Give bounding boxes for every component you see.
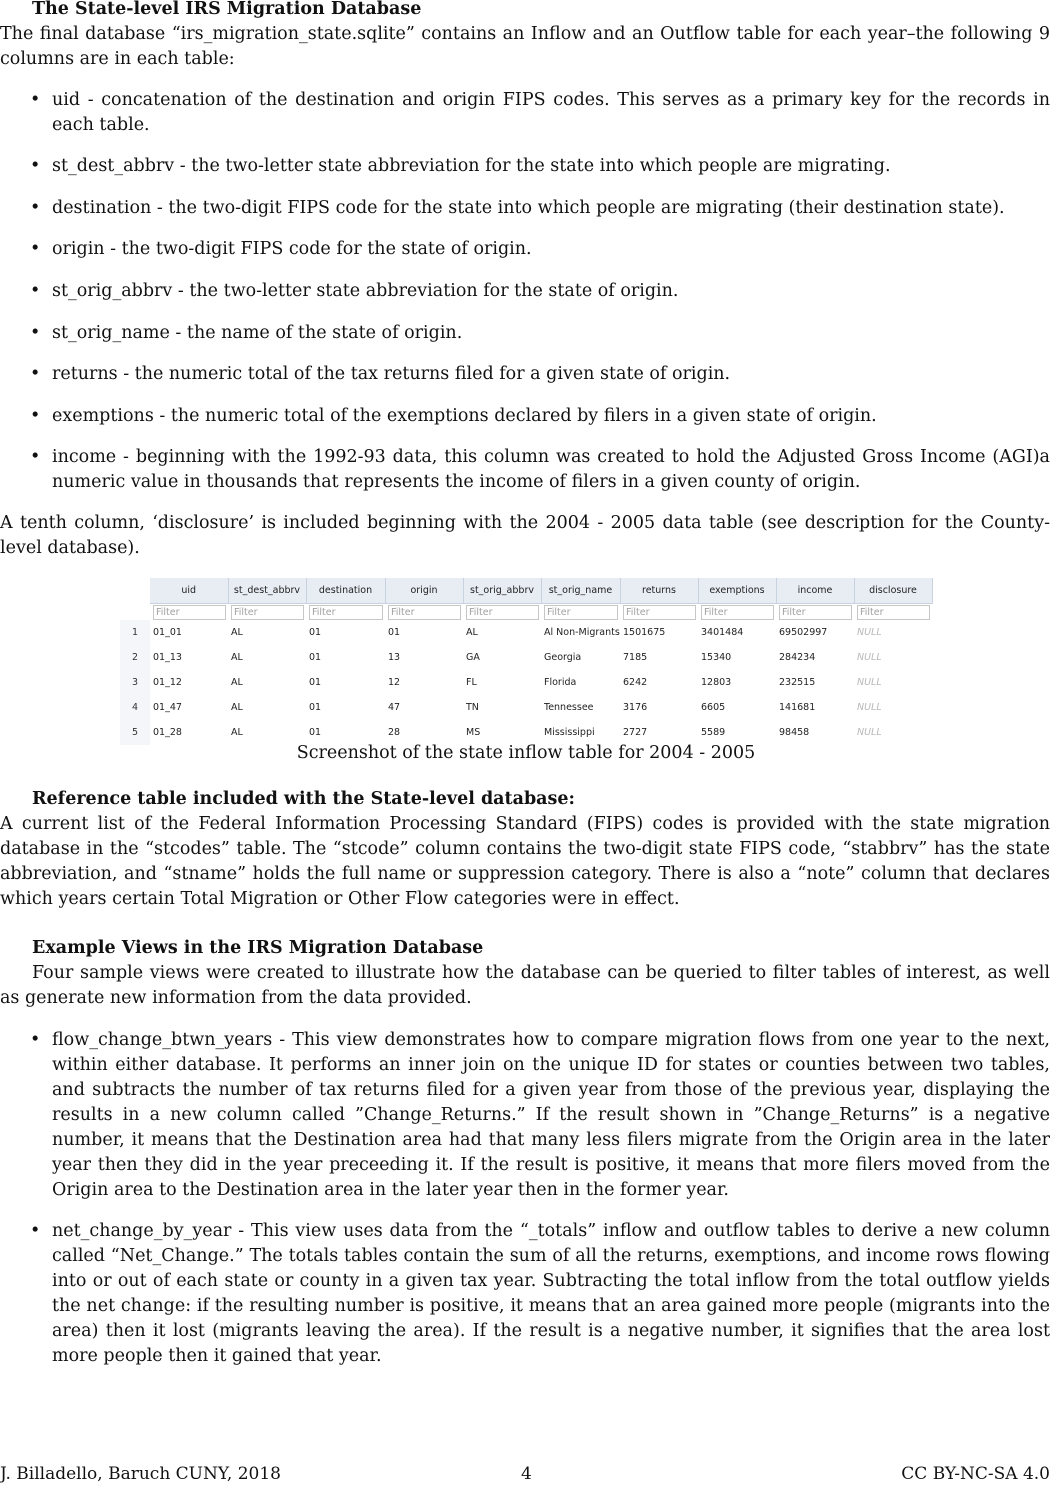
filter-corner (120, 604, 150, 621)
filter-cell (463, 604, 541, 621)
filter-cell (150, 604, 228, 621)
footer-author: J. Billadello, Baruch CUNY, 2018 (0, 1464, 281, 1484)
table-cell-null[interactable]: NULL (857, 652, 882, 663)
bullet-icon: • (30, 156, 41, 176)
table-cell[interactable]: FL (466, 677, 477, 688)
filter-cell (306, 604, 385, 621)
column-header[interactable]: origin (385, 578, 463, 604)
filter-input[interactable]: Filter (153, 605, 226, 620)
filter-cell (698, 604, 776, 621)
list-item: • income - beginning with the 1992-93 data, this column was created to hold the Adjusted Gross Income (AGI)a numeric value in thousands that represents the income of filers in a given county of origin. (30, 447, 1050, 492)
filter-input[interactable]: Filter (779, 605, 852, 620)
table-cell[interactable]: 01 (309, 652, 322, 663)
table-cell[interactable]: 5589 (701, 727, 726, 738)
column-header[interactable]: uid (150, 578, 228, 604)
table-cell[interactable]: 98458 (779, 727, 810, 738)
data-table (120, 578, 933, 745)
bullet-icon: • (30, 239, 41, 259)
bullet-icon: • (30, 90, 41, 110)
table-cell[interactable]: 7185 (623, 652, 648, 663)
table-cell[interactable]: 6242 (623, 677, 648, 688)
table-cell-null[interactable]: NULL (857, 627, 882, 638)
list-item: • st_orig_abbrv - the two-letter state abbreviation for the state of origin. (52, 279, 1050, 304)
table-cell-null[interactable]: NULL (857, 677, 882, 688)
filter-cell (385, 604, 463, 621)
table-cell[interactable]: 01 (309, 627, 322, 638)
list-item: • st_dest_abbrv - the two-letter state abbreviation for the state into which people are migrating. (52, 154, 1050, 179)
list-item: • exemptions - the numeric total of the exemptions declared by filers in a given state of origin. (52, 404, 1050, 429)
table-cell[interactable]: Florida (544, 677, 577, 688)
bullet-icon: • (30, 1030, 41, 1050)
column-header[interactable]: exemptions (698, 578, 776, 604)
table-cell[interactable]: 12 (388, 677, 401, 688)
table-cell[interactable]: 01 (309, 727, 322, 738)
table-cell[interactable]: 01_01 (153, 627, 182, 638)
filter-input[interactable]: Filter (388, 605, 461, 620)
filter-cell (854, 604, 932, 621)
table-cell[interactable]: AL (231, 627, 243, 638)
column-header[interactable]: st_dest_abbrv (228, 578, 306, 604)
table-cell[interactable]: 15340 (701, 652, 732, 663)
filter-input[interactable]: Filter (857, 605, 930, 620)
bullet-icon: • (30, 1221, 41, 1241)
list-item: • returns - the numeric total of the tax returns filed for a given state of origin. (52, 362, 1050, 387)
table-cell[interactable]: AL (231, 727, 243, 738)
filter-cell (541, 604, 620, 621)
views-intro-paragraph: Four sample views were created to illustrate how the database can be queried to filter tables of interest, as well as generate new information from the data provided. (0, 963, 1050, 1008)
column-header[interactable]: disclosure (854, 578, 932, 604)
list-item: • net_change_by_year - This view uses data from the “_totals” inflow and outflow tables to derive a new column called “Net_Change.” The totals tables contain the sum of all the returns, exemptions, and income rows flowing into or out of each state or county in a given tax year. Subtracting the total inflow from the total outflow yields the net change: if the resulting number is positive, it means that an area gained more people (migrants into the area) then it lost (migrants leaving the area). If the result is a negative number, it signifies that the area lost more people then it gained that year. (30, 1221, 1050, 1366)
table-cell[interactable]: Al Non-Migrants (544, 627, 620, 638)
table-cell[interactable]: 12803 (701, 677, 732, 688)
table-cell[interactable]: 3401484 (701, 627, 744, 638)
column-header[interactable]: returns (620, 578, 698, 604)
table-cell[interactable]: 6605 (701, 702, 726, 713)
table-cell[interactable]: Georgia (544, 652, 582, 663)
list-item: • origin - the two-digit FIPS code for the state of origin. (52, 237, 1050, 262)
tenth-column-paragraph: A tenth column, ‘disclosure’ is included beginning with the 2004 - 2005 data table (see description for the County-level database). (0, 513, 1050, 558)
row-number: 2 (120, 645, 150, 670)
list-item: • flow_change_btwn_years - This view demonstrates how to compare migration flows from one year to the next, within either database. It performs an inner join on the unique ID for states or counties between two tables, and subtracts the number of tax returns filed for a given year from those of the previous year, displaying the results in a new column called ”Change_Returns.” If the result shown in ”Change_Returns” is a negative number, it means that the Destination area had that many less filers migrate from the Origin area in the later year then they did in the year preceeding it. If the result is positive, it means that more filers moved from the Origin area to the Destination area in the later year then in the former year. (30, 1030, 1050, 1200)
bullet-icon: • (30, 447, 41, 467)
column-header[interactable]: st_orig_name (541, 578, 620, 604)
bullet-icon: • (30, 406, 41, 426)
table-cell[interactable]: 01 (388, 627, 401, 638)
row-number: 4 (120, 695, 150, 720)
row-number: 3 (120, 670, 150, 695)
filter-row (120, 604, 932, 621)
filter-input[interactable]: Filter (309, 605, 383, 620)
table-cell[interactable]: MS (466, 727, 481, 738)
table-row[interactable] (120, 620, 932, 645)
corner-cell (120, 578, 150, 604)
table-cell-null[interactable]: NULL (857, 702, 882, 713)
bullet-icon: • (30, 281, 41, 301)
table-row[interactable] (120, 645, 932, 670)
section-heading-state-db: The State-level IRS Migration Database (32, 0, 422, 19)
table-cell[interactable]: 47 (388, 702, 401, 713)
filter-cell (228, 604, 306, 621)
section-heading-reference-table: Reference table included with the State-level database: (32, 789, 575, 809)
figure-caption: Screenshot of the state inflow table for 2004 - 2005 (296, 743, 756, 763)
column-header[interactable]: destination (306, 578, 385, 604)
table-cell[interactable]: 01 (309, 702, 322, 713)
table-cell[interactable]: Tennessee (544, 702, 594, 713)
column-header[interactable]: st_orig_abbrv (463, 578, 541, 604)
table-screenshot (120, 578, 932, 738)
bullet-icon: • (30, 323, 41, 343)
table-cell[interactable]: 01_12 (153, 677, 182, 688)
table-cell[interactable]: AL (466, 627, 478, 638)
table-cell[interactable]: 01_28 (153, 727, 182, 738)
table-cell[interactable]: TN (466, 702, 479, 713)
table-cell[interactable]: 141681 (779, 702, 816, 713)
table-cell[interactable]: 13 (388, 652, 401, 663)
table-cell-null[interactable]: NULL (857, 727, 882, 738)
table-cell[interactable]: 69502997 (779, 627, 828, 638)
table-row[interactable] (120, 695, 932, 720)
table-cell[interactable]: AL (231, 677, 243, 688)
table-cell[interactable]: 3176 (623, 702, 648, 713)
column-header[interactable]: income (776, 578, 854, 604)
reference-paragraph: A current list of the Federal Information Processing Standard (FIPS) codes is provided with the state migration database in the “stcodes” table. The “stcode” column contains the two-digit state FIPS code, “stabbrv” has the state abbreviation, and “stname” holds the full name or suppression category. There is also a “note” column that declares which years certain Total Migration or Other Flow categories were in effect. (0, 814, 1050, 909)
table-cell[interactable]: Mississippi (544, 727, 595, 738)
table-cell[interactable]: AL (231, 652, 243, 663)
list-item: • st_orig_name - the name of the state of origin. (52, 321, 1050, 346)
footer-license: CC BY-NC-SA 4.0 (901, 1464, 1050, 1484)
page-number: 4 (521, 1464, 532, 1484)
table-cell[interactable]: 1501675 (623, 627, 666, 638)
table-cell[interactable]: 2727 (623, 727, 648, 738)
section-heading-example-views: Example Views in the IRS Migration Database (32, 938, 484, 958)
row-number: 1 (120, 620, 150, 645)
row-number: 5 (120, 720, 150, 745)
list-item: • uid - concatenation of the destination and origin FIPS codes. This serves as a primary key for the records in each table. (30, 90, 1050, 135)
filter-cell (776, 604, 854, 621)
table-cell[interactable]: 232515 (779, 677, 816, 688)
filter-input[interactable]: Filter (701, 605, 774, 620)
table-cell[interactable]: 284234 (779, 652, 816, 663)
intro-paragraph: The final database “irs_migration_state.sqlite” contains an Inflow and an Outflow table for each year–the following 9 columns are in each table: (0, 24, 1050, 69)
table-cell[interactable]: AL (231, 702, 243, 713)
list-item: • destination - the two-digit FIPS code for the state into which people are migrating (their destination state). (52, 196, 1050, 221)
filter-cell (620, 604, 698, 621)
table-cell[interactable]: 01_47 (153, 702, 182, 713)
table-cell[interactable]: GA (466, 652, 480, 663)
filter-input[interactable]: Filter (466, 605, 539, 620)
filter-input[interactable]: Filter (544, 605, 618, 620)
table-cell[interactable]: 01_13 (153, 652, 182, 663)
table-cell[interactable]: 01 (309, 677, 322, 688)
bullet-icon: • (30, 364, 41, 384)
table-cell[interactable]: 28 (388, 727, 401, 738)
filter-input[interactable]: Filter (231, 605, 304, 620)
table-header-row (120, 578, 932, 604)
table-row[interactable] (120, 670, 932, 695)
filter-input[interactable]: Filter (623, 605, 696, 620)
bullet-icon: • (30, 198, 41, 218)
